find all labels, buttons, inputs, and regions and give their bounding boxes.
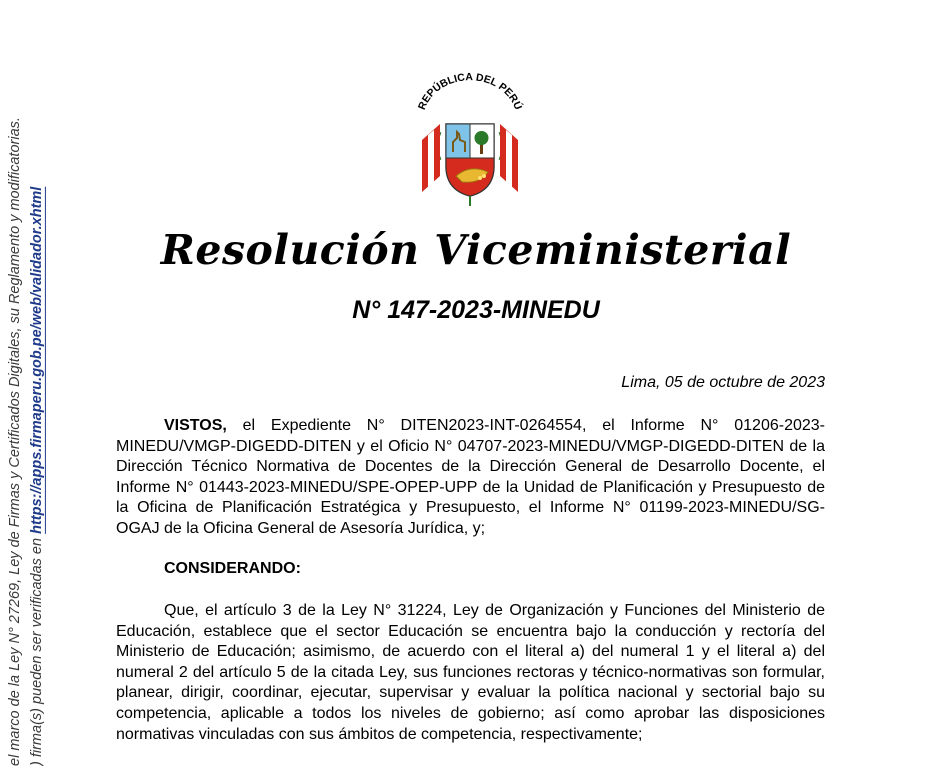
- margin-line-1: el marco de la Ley N° 27269, Ley de Firmas y Certificados Digitales, su Reglamento y modificatorias.: [7, 117, 23, 766]
- document-date: Lima, 05 de octubre de 2023: [621, 374, 825, 391]
- resolution-number: N° 147-2023-MINEDU: [352, 296, 600, 324]
- vistos-text: el Expediente N° DITEN2023-INT-0264554, el Informe N° 01206-2023-MINEDU/VMGP-DIGEDD-DITEN y el Oficio N° 04707-2023-MINEDU/VMGP-DIGEDD-DITEN de la Dirección Técnico Normativa de Docentes de la Dirección General de Desarrollo Docente, el Informe N° 01443-2023-MINEDU/SPE-OPEP-UPP de la Unidad de Planificación y Presupuesto de la Oficina de Planificación Estratégica y Presupuesto, el Informe N° 01199-2023-MINEDU/SG-OGAJ de la Oficina General de Asesoría Jurídica, y;: [116, 417, 825, 537]
- margin-text: [4, 0, 48, 766]
- vistos-label: VISTOS,: [164, 417, 227, 434]
- signature-margin-note: [4, 0, 64, 766]
- peru-coat-of-arms-icon: [410, 72, 530, 208]
- document-title: Resolución Viceministerial: [160, 226, 792, 274]
- vistos-paragraph: [116, 416, 825, 540]
- margin-line-2: ) firma(s) pueden ser verificadas en: [29, 533, 45, 766]
- seal-caption: REPÚBLICA DEL PERÚ: [415, 72, 525, 112]
- considerando-paragraph-1: Que, el artículo 3 de la Ley N° 31224, Ley de Organización y Funciones del Ministerio de Educación, establece que el sector Educación se encuentra bajo la conducción y rectoría del Ministerio de Educación; asimismo, de acuerdo con el literal a) del numeral 1 y el literal a) del numeral 2 del artículo 5 de la citada Ley, sus funciones rectoras y técnico-normativas son formular, planear, dirigir, coordinar, ejecutar, supervisar y evaluar la política nacional y sectorial bajo su competencia, aplicable a todos los niveles de gobierno; así como aprobar las disposiciones normativas vinculadas con sus ámbitos de competencia, respectivamente;: [116, 602, 825, 743]
- considerando-heading: CONSIDERANDO:: [164, 560, 301, 577]
- validator-link[interactable]: https://apps.firmaperu.gob.pe/web/validador.xhtml: [29, 186, 45, 534]
